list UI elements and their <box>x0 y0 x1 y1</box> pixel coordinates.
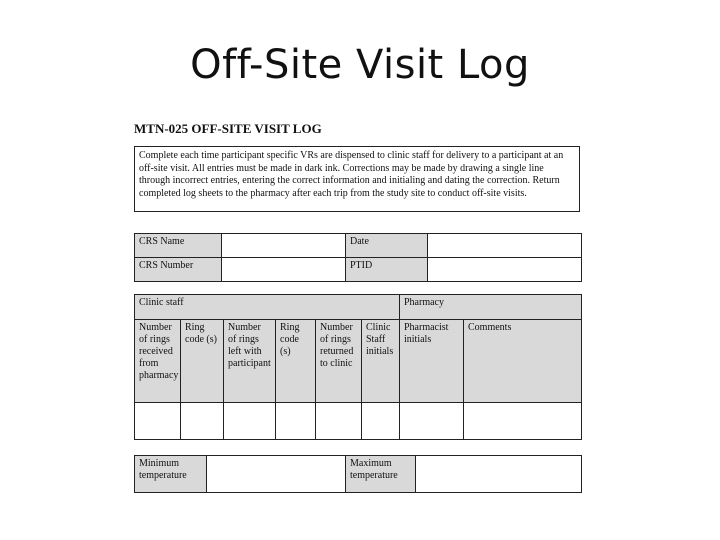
temperature-table <box>134 455 582 493</box>
entry-ring-code-1[interactable] <box>181 403 224 440</box>
maximum-temperature-field[interactable] <box>416 456 582 493</box>
clinic-staff-header: Clinic staff <box>135 295 400 320</box>
instructions-box: Complete each time participant specific VRs are dispensed to clinic staff for delivery to a participant at an off-site visit. All entries must be made in dark ink. Corrections may be made by drawing a single line through incorrect entries, entering the correct information and initialing and dating the correction. Return completed log sheets to the pharmacy after each trip from the study site to conduct off-site visits. <box>134 146 580 212</box>
crs-name-field[interactable] <box>222 234 346 258</box>
ptid-label: PTID <box>346 258 428 282</box>
minimum-temperature-label: Minimum temperature <box>135 456 207 493</box>
info-table <box>134 233 582 282</box>
col-rings-received: Number of rings received from pharmacy <box>135 320 181 403</box>
entry-rings-received[interactable] <box>135 403 181 440</box>
column-header-row <box>135 320 582 403</box>
table-row <box>135 403 582 440</box>
col-comments: Comments <box>464 320 582 403</box>
entry-rings-left[interactable] <box>224 403 276 440</box>
info-row-1 <box>135 234 582 258</box>
pharmacy-header: Pharmacy <box>400 295 582 320</box>
crs-number-field[interactable] <box>222 258 346 282</box>
entry-clinic-staff-initials[interactable] <box>362 403 400 440</box>
entry-pharmacist-initials[interactable] <box>400 403 464 440</box>
section-header-row <box>135 295 582 320</box>
crs-name-label: CRS Name <box>135 234 222 258</box>
temperature-row <box>135 456 582 493</box>
date-label: Date <box>346 234 428 258</box>
document-heading: MTN-025 OFF-SITE VISIT LOG <box>134 121 322 136</box>
slide-title: Off-Site Visit Log <box>190 42 530 88</box>
minimum-temperature-field[interactable] <box>207 456 346 493</box>
info-row-2 <box>135 258 582 282</box>
entry-comments[interactable] <box>464 403 582 440</box>
crs-number-label: CRS Number <box>135 258 222 282</box>
col-clinic-staff-initials: Clinic Staff initials <box>362 320 400 403</box>
maximum-temperature-label: Maximum temperature <box>346 456 416 493</box>
visit-log-table <box>134 294 582 440</box>
col-ring-code-2: Ring code (s) <box>276 320 316 403</box>
col-pharmacist-initials: Pharmacist initials <box>400 320 464 403</box>
entry-rings-returned[interactable] <box>316 403 362 440</box>
col-rings-returned: Number of rings returned to clinic <box>316 320 362 403</box>
col-ring-code-1: Ring code (s) <box>181 320 224 403</box>
ptid-field[interactable] <box>428 258 582 282</box>
date-field[interactable] <box>428 234 582 258</box>
col-rings-left: Number of rings left with participant <box>224 320 276 403</box>
entry-ring-code-2[interactable] <box>276 403 316 440</box>
